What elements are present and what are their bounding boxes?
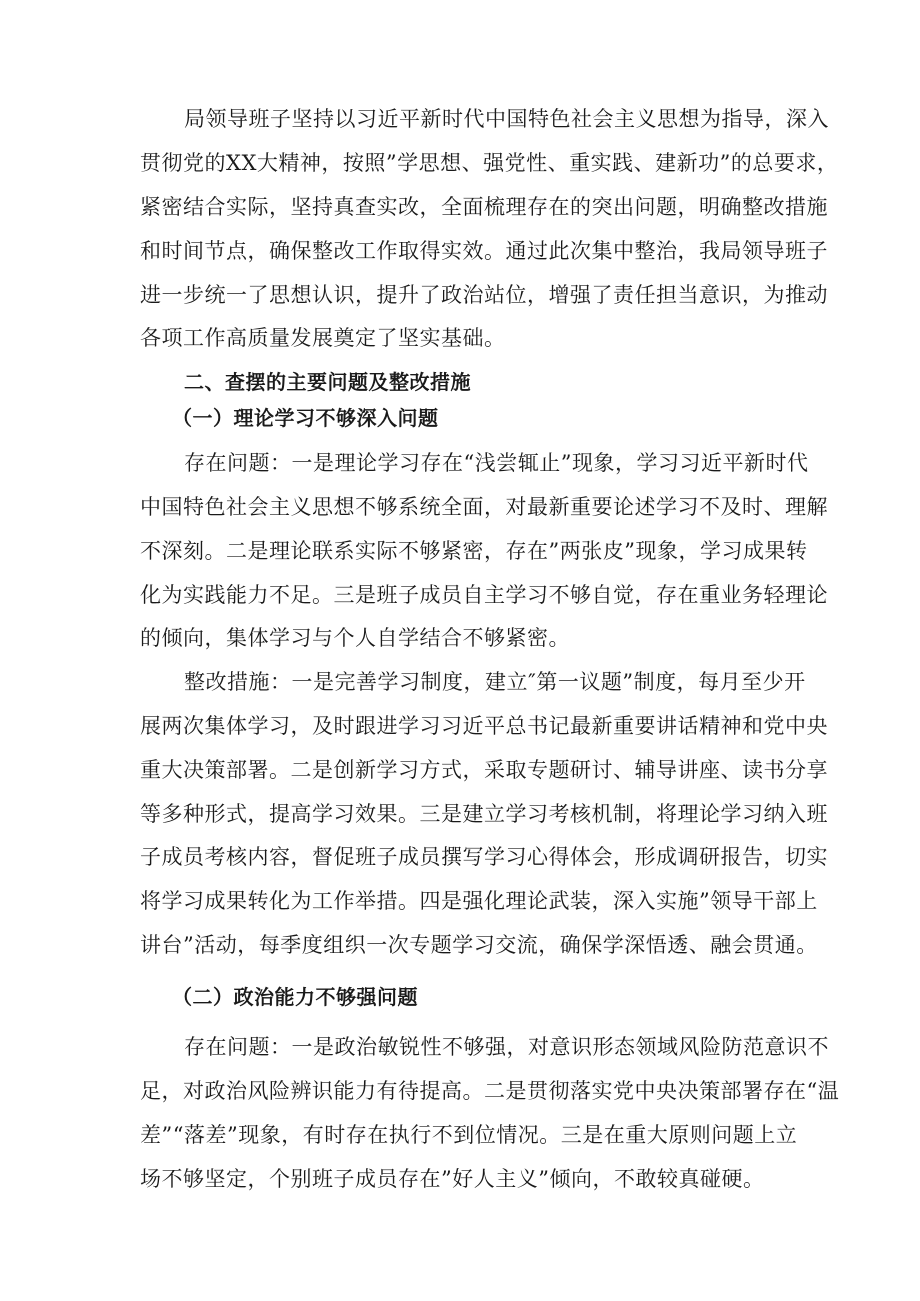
paragraph-line: 不深刻。二是理论联系实际不够紧密，存在”两张皮”现象，学习成果转	[140, 539, 808, 563]
paragraph-line: 等多种形式，提高学习效果。三是建立学习考核机制，将理论学习纳入班	[140, 802, 828, 826]
paragraph-line: 差”“落差”现象，有时存在执行不到位情况。三是在重大原则问题上立	[140, 1123, 798, 1147]
paragraph-line: 讲台”活动，每季度组织一次专题学习交流，确保学深悟透、融会贯通。	[140, 933, 818, 957]
paragraph-line: 紧密结合实际，坚持真查实改，全面梳理存在的突出问题，明确整改措施	[140, 195, 828, 219]
paragraph-line: 存在问题：一是理论学习存在“浅尝辄止”现象，学习习近平新时代	[184, 451, 809, 475]
paragraph-line: 局领导班子坚持以习近平新时代中国特色社会主义思想为指导，深入	[184, 107, 829, 131]
paragraph-line: 中国特色社会主义思想不够系统全面，对最新重要论述学习不及时、理解	[140, 495, 828, 519]
paragraph-line: 各项工作高质量发展奠定了坚实基础。	[140, 326, 506, 350]
subsection-heading: （一）理论学习不够深入问题	[172, 406, 439, 430]
paragraph-line: 的倾向，集体学习与个人自学结合不够紧密。	[140, 626, 570, 650]
paragraph-line: 重大决策部署。二是创新学习方式，采取专题研讨、辅导讲座、读书分享	[140, 758, 828, 782]
paragraph-line: 展两次集体学习，及时跟进学习习近平总书记最新重要讲话精神和党中央	[140, 714, 828, 738]
paragraph-line: 子成员考核内容，督促班子成员撰写学习心得体会，形成调研报告，切实	[140, 845, 828, 869]
paragraph-line: 整改措施：一是完善学习制度，建立″第一议题”制度，每月至少开	[184, 670, 806, 694]
paragraph-line: 和时间节点，确保整改工作取得实效。通过此次集中整治，我局领导班子	[140, 239, 828, 263]
subsection-heading: （二）政治能力不够强问题	[172, 985, 418, 1009]
section-heading: 二、查摆的主要问题及整改措施	[184, 370, 471, 394]
paragraph-line: 场不够坚定，个别班子成员存在”好人主义”倾向，不敢较真碰硬。	[140, 1167, 765, 1191]
paragraph-line: 存在问题：一是政治敏锐性不够强，对意识形态领域风险防范意识不	[184, 1035, 829, 1059]
paragraph-line: 足，对政治风险辨识能力有待提高。二是贯彻落实党中央决策部署存在“温	[140, 1079, 840, 1103]
paragraph-line: 贯彻党的XX大精神，按照”学思想、强党性、重实践、建新功”的总要求，	[140, 151, 839, 175]
paragraph-line: 化为实践能力不足。三是班子成员自主学习不够自觉，存在重业务轻理论	[140, 583, 828, 607]
paragraph-line: 将学习成果转化为工作举措。四是强化理论武装，深入实施”领导干部上	[140, 889, 818, 913]
paragraph-line: 进一步统一了思想认识，提升了政治站位，增强了责任担当意识，为推动	[140, 283, 828, 307]
